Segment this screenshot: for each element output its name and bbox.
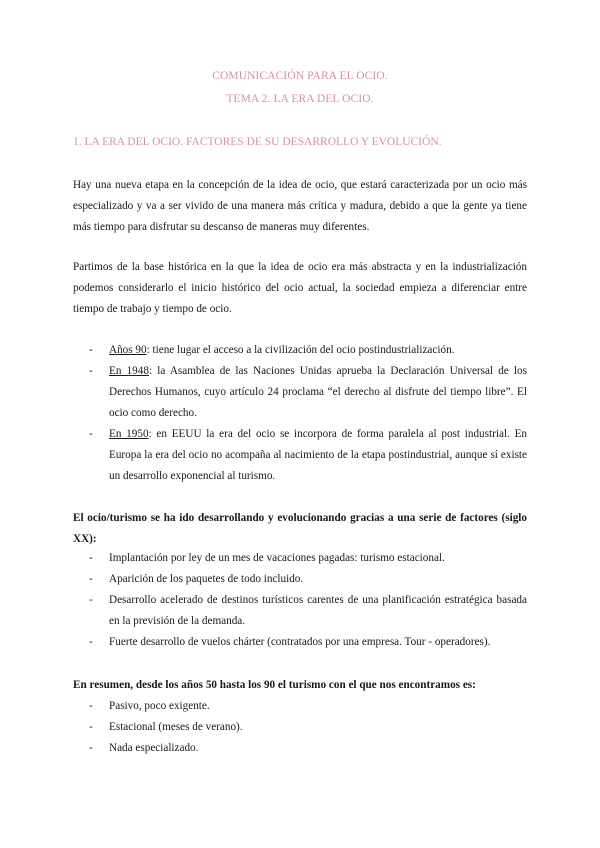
topic-title: TEMA 2. LA ERA DEL OCIO.	[226, 93, 374, 105]
item-text: Aparición de los paquetes de todo incluido.	[109, 573, 304, 585]
list-item	[73, 696, 527, 717]
dash-bullet: -	[89, 742, 93, 754]
item-text: Estacional (meses de verano).	[109, 721, 243, 733]
dash-bullet: -	[89, 636, 93, 648]
item-lead: En 1950	[109, 428, 149, 440]
item-text: Nada especializado.	[109, 742, 199, 754]
item-lead: Años 90	[109, 344, 147, 356]
list-item	[73, 424, 527, 487]
factors-list	[73, 548, 527, 653]
item-text: Desarrollo acelerado de destinos turísticos carentes de una planificación estratégica basada en la previsión de la demanda.	[109, 594, 527, 627]
item-text: : en EEUU la era del ocio se incorpora de forma paralela al post industrial. En Europa la era del ocio no acompaña al nacimiento de la etapa postindustrial, aunque sí existe un desarrollo exponencial al turismo.	[109, 428, 527, 482]
dash-bullet: -	[89, 428, 93, 440]
dash-bullet: -	[89, 344, 93, 356]
list-item	[73, 548, 527, 569]
dash-bullet: -	[89, 700, 93, 712]
item-text: Pasivo, poco exigente.	[109, 700, 210, 712]
dash-bullet: -	[89, 594, 93, 606]
list-item	[73, 738, 527, 759]
section-heading: 1. LA ERA DEL OCIO. FACTORES DE SU DESARROLLO Y EVOLUCIÓN.	[73, 136, 442, 148]
dash-bullet: -	[89, 573, 93, 585]
item-text: Fuerte desarrollo de vuelos chárter (contratados por una empresa. Tour - operadores).	[109, 636, 491, 648]
list-item	[73, 340, 527, 361]
dash-bullet: -	[89, 552, 93, 564]
factors-heading: El ocio/turismo se ha ido desarrollando y evolucionando gracias a una serie de factores (siglo XX):	[73, 512, 527, 545]
dash-bullet: -	[89, 721, 93, 733]
item-text: Implantación por ley de un mes de vacaciones pagadas: turismo estacional.	[109, 552, 445, 564]
list-item	[73, 717, 527, 738]
dash-bullet: -	[89, 365, 93, 377]
history-list	[73, 340, 527, 487]
item-text: : la Asamblea de las Naciones Unidas aprueba la Declaración Universal de los Derechos Humanos, cuyo artículo 24 proclama “el derecho al disfrute del tiempo libre”. El ocio como derecho.	[109, 365, 527, 419]
item-lead: En 1948	[109, 365, 149, 377]
list-item	[73, 632, 527, 653]
item-text: : tiene lugar el acceso a la civilización del ocio postindustrialización.	[146, 344, 455, 356]
summary-heading: En resumen, desde los años 50 hasta los 90 el turismo con el que nos encontramos es:	[73, 679, 476, 691]
course-title: COMUNICACIÓN PARA EL OCIO.	[212, 70, 388, 82]
list-item	[73, 361, 527, 424]
list-item	[73, 569, 527, 590]
intro-paragraph: Hay una nueva etapa en la concepción de la idea de ocio, que estará caracterizada por un ocio más especializado y va a ser vivido de una manera más crítica y madura, debido a que la gente ya tiene más tiempo para disfrutar su descanso de maneras muy diferentes.	[73, 179, 527, 233]
list-item	[73, 590, 527, 632]
summary-list	[73, 696, 527, 759]
history-paragraph: Partimos de la base histórica en la que la idea de ocio era más abstracta y en la industrialización podemos considerarlo el inicio histórico del ocio actual, la sociedad empieza a diferenciar entre tiempo de trabajo y tiempo de ocio.	[73, 261, 527, 315]
